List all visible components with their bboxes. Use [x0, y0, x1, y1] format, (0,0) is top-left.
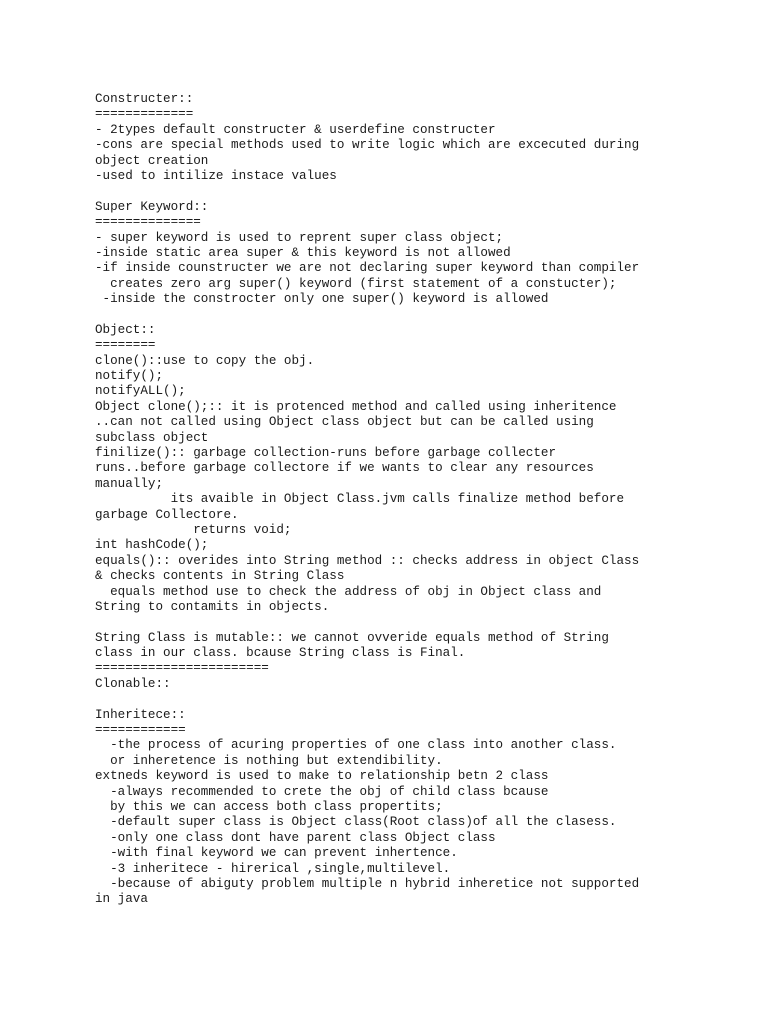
text-line: object creation	[95, 153, 209, 168]
text-line: ==============	[95, 215, 201, 230]
text-line: =============	[95, 107, 194, 122]
text-line: -because of abiguty problem multiple n hybrid inheretice not supported	[95, 876, 640, 891]
text-line: -default super class is Object class(Root class)of all the clasess.	[95, 815, 617, 830]
text-line: Inheritece::	[95, 707, 186, 722]
text-line: =======================	[95, 661, 269, 676]
text-line: -the process of acuring properties of one class into another class.	[95, 738, 617, 753]
text-line: by this we can access both class propertits;	[95, 799, 443, 814]
text-line	[95, 307, 755, 322]
text-line: returns void;	[95, 522, 292, 537]
text-line: - super keyword is used to reprent super class object;	[95, 230, 504, 245]
text-line: -used to intilize instace values	[95, 168, 337, 183]
text-line	[95, 692, 755, 707]
text-line: Constructer::	[95, 92, 194, 106]
text-line: equals():: overides into String method :: checks address in object Class	[95, 553, 640, 568]
text-line: clone()::use to copy the obj.	[95, 353, 315, 368]
text-line: -always recommended to crete the obj of child class bcause	[95, 784, 549, 799]
text-line: in java	[95, 892, 148, 907]
text-line: int hashCode();	[95, 538, 209, 553]
text-line: finilize():: garbage collection-runs before garbage collecter	[95, 445, 557, 460]
text-line: -inside static area super & this keyword is not allowed	[95, 245, 511, 260]
text-line: ..can not called using Object class object but can be called using	[95, 415, 594, 430]
text-line: manually;	[95, 476, 164, 491]
text-line: Object::	[95, 322, 156, 337]
text-line: equals method use to check the address of obj in Object class and	[95, 584, 602, 599]
text-line: runs..before garbage collectore if we wants to clear any resources	[95, 461, 594, 476]
text-line: -only one class dont have parent class Object class	[95, 830, 496, 845]
text-line: extneds keyword is used to make to relationship betn 2 class	[95, 769, 549, 784]
text-line: Super Keyword::	[95, 199, 209, 214]
text-line: Clonable::	[95, 676, 171, 691]
text-line: -if inside counstructer we are not declaring super keyword than compiler	[95, 261, 640, 276]
text-line: class in our class. bcause String class is Final.	[95, 646, 466, 661]
text-line: subclass object	[95, 430, 209, 445]
text-line: Object clone();:: it is protenced method and called using inheritence	[95, 399, 617, 414]
text-line: creates zero arg super() keyword (first statement of a constucter);	[95, 276, 617, 291]
text-line	[95, 615, 755, 630]
text-line: - 2types default constructer & userdefine constructer	[95, 122, 496, 137]
text-line: garbage Collectore.	[95, 507, 239, 522]
text-line: ========	[95, 338, 156, 353]
document-page	[95, 92, 755, 908]
text-line: String Class is mutable:: we cannot ovveride equals method of String	[95, 630, 609, 645]
text-line: -3 inheritece - hirerical ,single,multilevel.	[95, 861, 451, 876]
text-line: String to contamits in objects.	[95, 599, 330, 614]
text-line: -cons are special methods used to write logic which are excecuted during	[95, 138, 640, 153]
text-line: -inside the constrocter only one super() keyword is allowed	[95, 292, 549, 307]
text-line: notifyALL();	[95, 384, 186, 399]
text-line: ============	[95, 723, 186, 738]
text-line	[95, 184, 755, 199]
text-line: notify();	[95, 369, 164, 384]
text-line: its avaible in Object Class.jvm calls finalize method before	[95, 492, 625, 507]
text-line: -with final keyword we can prevent inhertence.	[95, 846, 458, 861]
text-line: or inheretence is nothing but extendibility.	[95, 753, 443, 768]
text-line: & checks contents in String Class	[95, 569, 345, 584]
